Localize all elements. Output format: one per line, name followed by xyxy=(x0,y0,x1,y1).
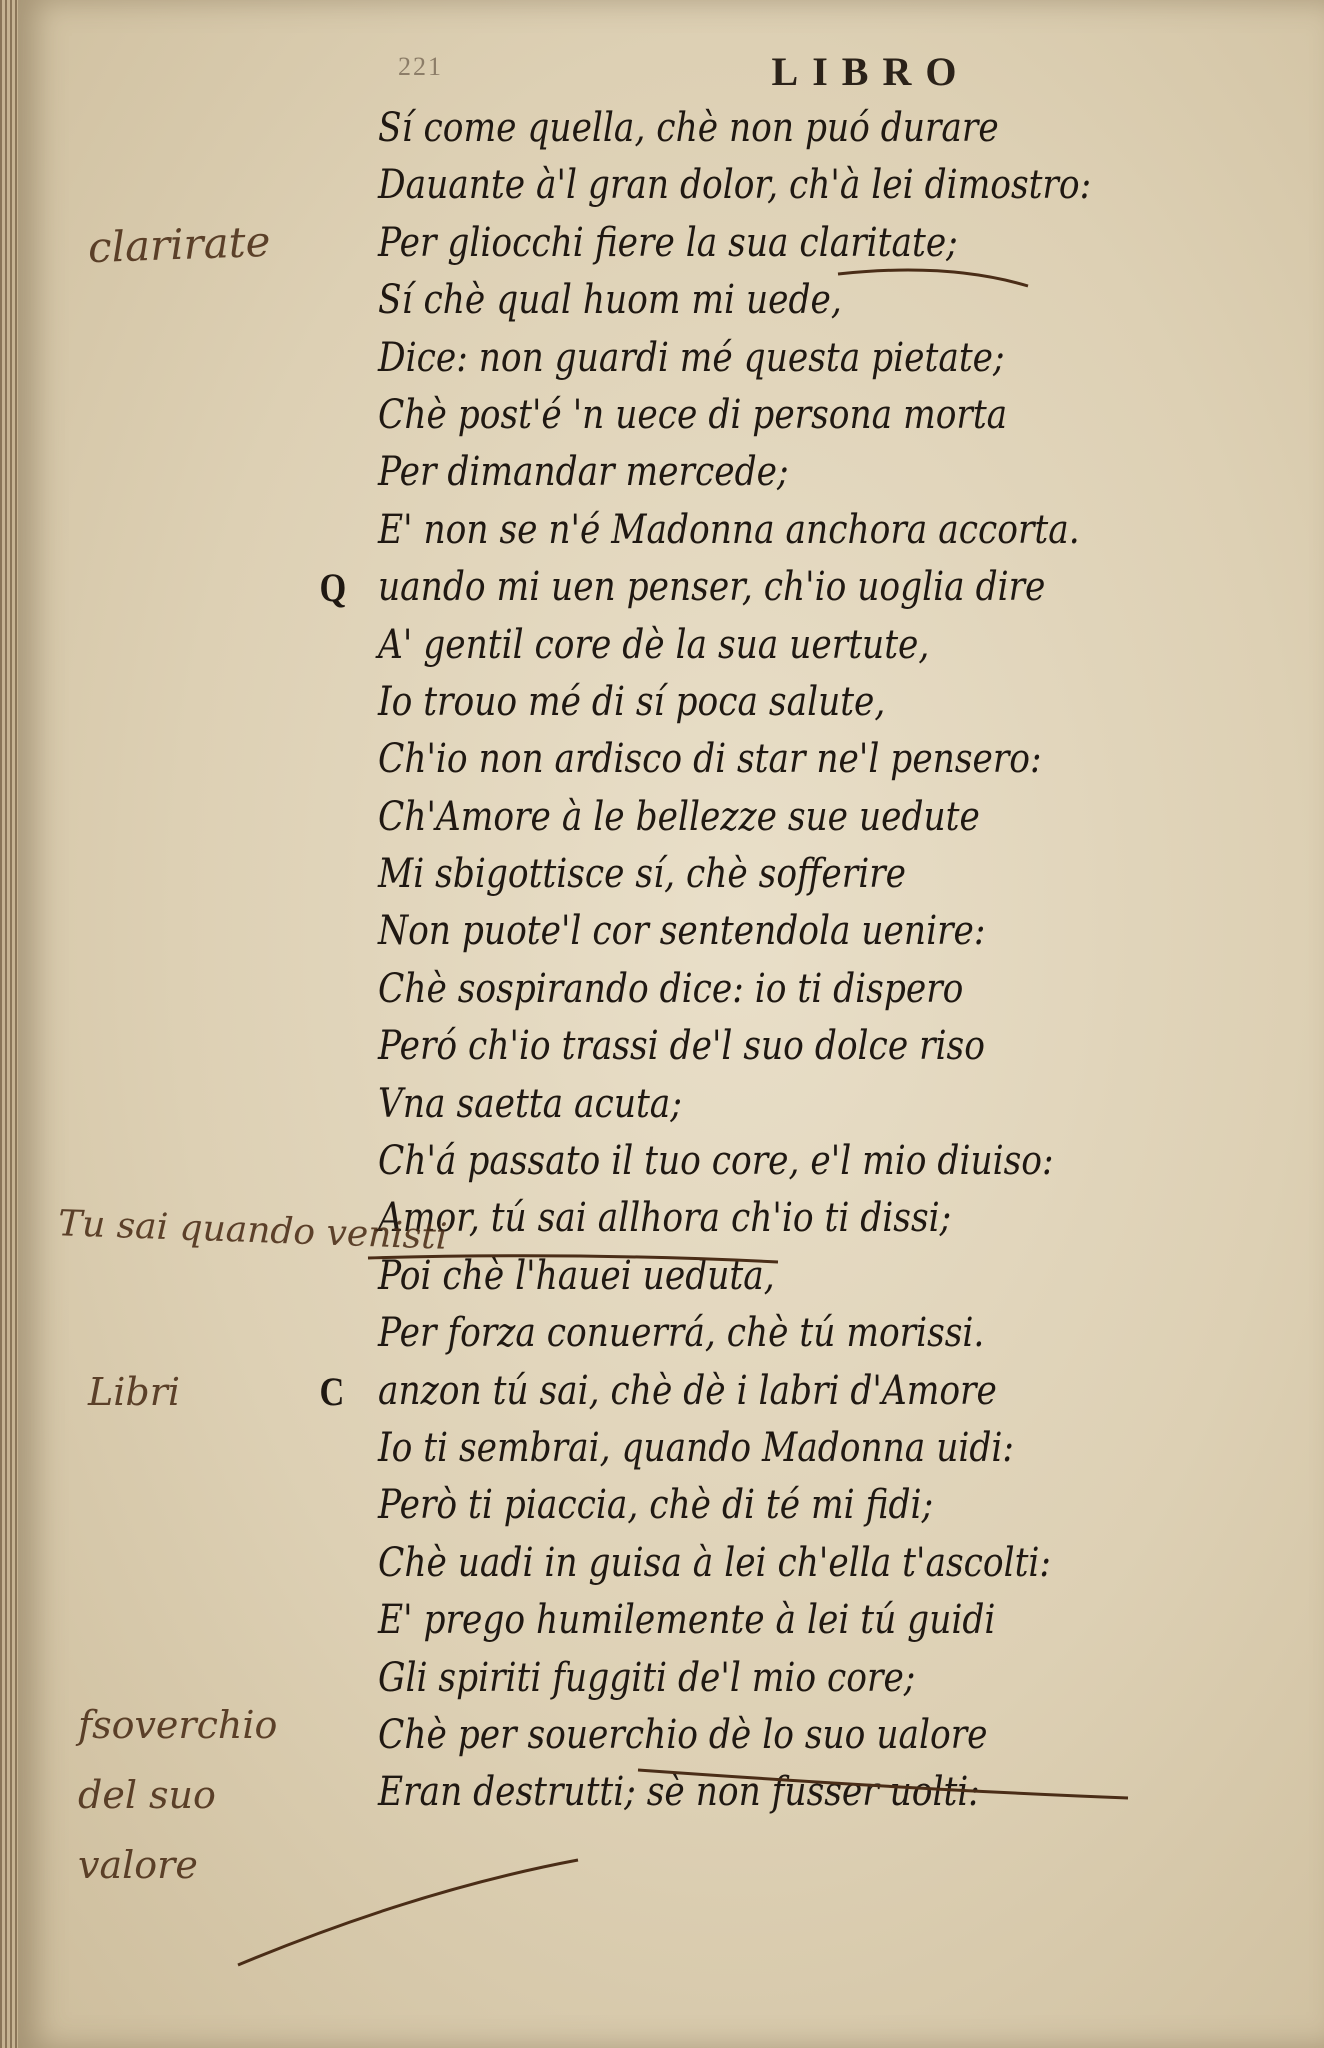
verse-text: Io trouo mé di sí poca salute, xyxy=(378,678,886,725)
verse-text: Per forza conuerrá, chè tú morissi. xyxy=(378,1310,985,1357)
verse-text: Ch'io non ardisco di star ne'l pensero: xyxy=(378,736,1042,783)
verse-text: E' prego humilemente à lei tú guidi xyxy=(378,1597,996,1644)
handwritten-underlines xyxy=(18,0,1324,2048)
book-page xyxy=(18,0,1324,2048)
verse-text: Sí chè qual huom mi uede, xyxy=(378,277,842,324)
verse-text: Ch'Amore à le bellezze sue uedute xyxy=(378,793,980,840)
verse-text: anzon tú sai, chè dè i labri d'Amore xyxy=(378,1367,997,1414)
marginal-note: clarirate xyxy=(87,216,272,273)
verse-text: Poi chè l'hauei ueduta, xyxy=(378,1252,775,1299)
marginal-note: fsoverchio del suo valore xyxy=(78,1703,278,1887)
verse-text: Eran destrutti; sè non fusser uolti: xyxy=(378,1769,980,1816)
verse-text: uando mi uen penser, ch'io uoglia dire xyxy=(378,564,1046,611)
underline-mark xyxy=(638,1770,1128,1798)
verse-text: Dauante à'l gran dolor, ch'à lei dimostro: xyxy=(378,162,1092,209)
verse-text: Però ti piaccia, chè di té mi fidi; xyxy=(378,1482,934,1529)
underline-mark xyxy=(368,1256,778,1262)
verse-text: Ch'á passato il tuo core, e'l mio diuiso: xyxy=(378,1138,1054,1185)
marginal-note: Libri xyxy=(88,1370,181,1414)
verse-text: Chè post'é 'n uece di persona morta xyxy=(378,391,1008,438)
verse-text: Gli spiriti fuggiti de'l mio core; xyxy=(378,1654,916,1701)
verse-text: Chè uadi in guisa à lei ch'ella t'ascolti: xyxy=(378,1539,1052,1586)
verse-text: Per dimandar mercede; xyxy=(378,449,789,496)
verse-text: Vna saetta acuta; xyxy=(378,1080,682,1127)
verse-text: Peró ch'io trassi de'l suo dolce riso xyxy=(378,1023,985,1070)
underline-mark xyxy=(838,270,1028,286)
verse-text: E' non se n'é Madonna anchora accorta. xyxy=(378,506,1080,553)
stanza-initial: Q xyxy=(319,565,347,611)
verse-text: Dice: non guardi mé questa pietate; xyxy=(378,334,1005,381)
verse-text: Chè sospirando dice: io ti dispero xyxy=(378,965,964,1012)
margin-stroke xyxy=(238,1860,578,1965)
running-title: LIBRO xyxy=(771,49,971,94)
verse-text: Non puote'l cor sentendola uenire: xyxy=(378,908,986,955)
verse-text: Mi sbigottisce sí, chè sofferire xyxy=(378,851,907,898)
verse-text: Io ti sembrai, quando Madonna uidi: xyxy=(378,1424,1014,1471)
stanza-initial: C xyxy=(319,1368,345,1414)
page-number: 221 xyxy=(398,52,443,81)
page-fore-edge xyxy=(0,0,18,2048)
verse-text: Per gliocchi fiere la sua claritate; xyxy=(378,219,958,266)
verse-text: A' gentil core dè la sua uertute, xyxy=(378,621,930,668)
verse-text: Chè per souerchio dè lo suo ualore xyxy=(378,1711,988,1758)
marginal-note: Tu sai quando venisti xyxy=(57,1203,448,1258)
verse-text: Amor, tú sai allhora ch'io ti dissi; xyxy=(378,1195,952,1242)
verse-text: Sí come quella, chè non puó durare xyxy=(378,105,999,151)
